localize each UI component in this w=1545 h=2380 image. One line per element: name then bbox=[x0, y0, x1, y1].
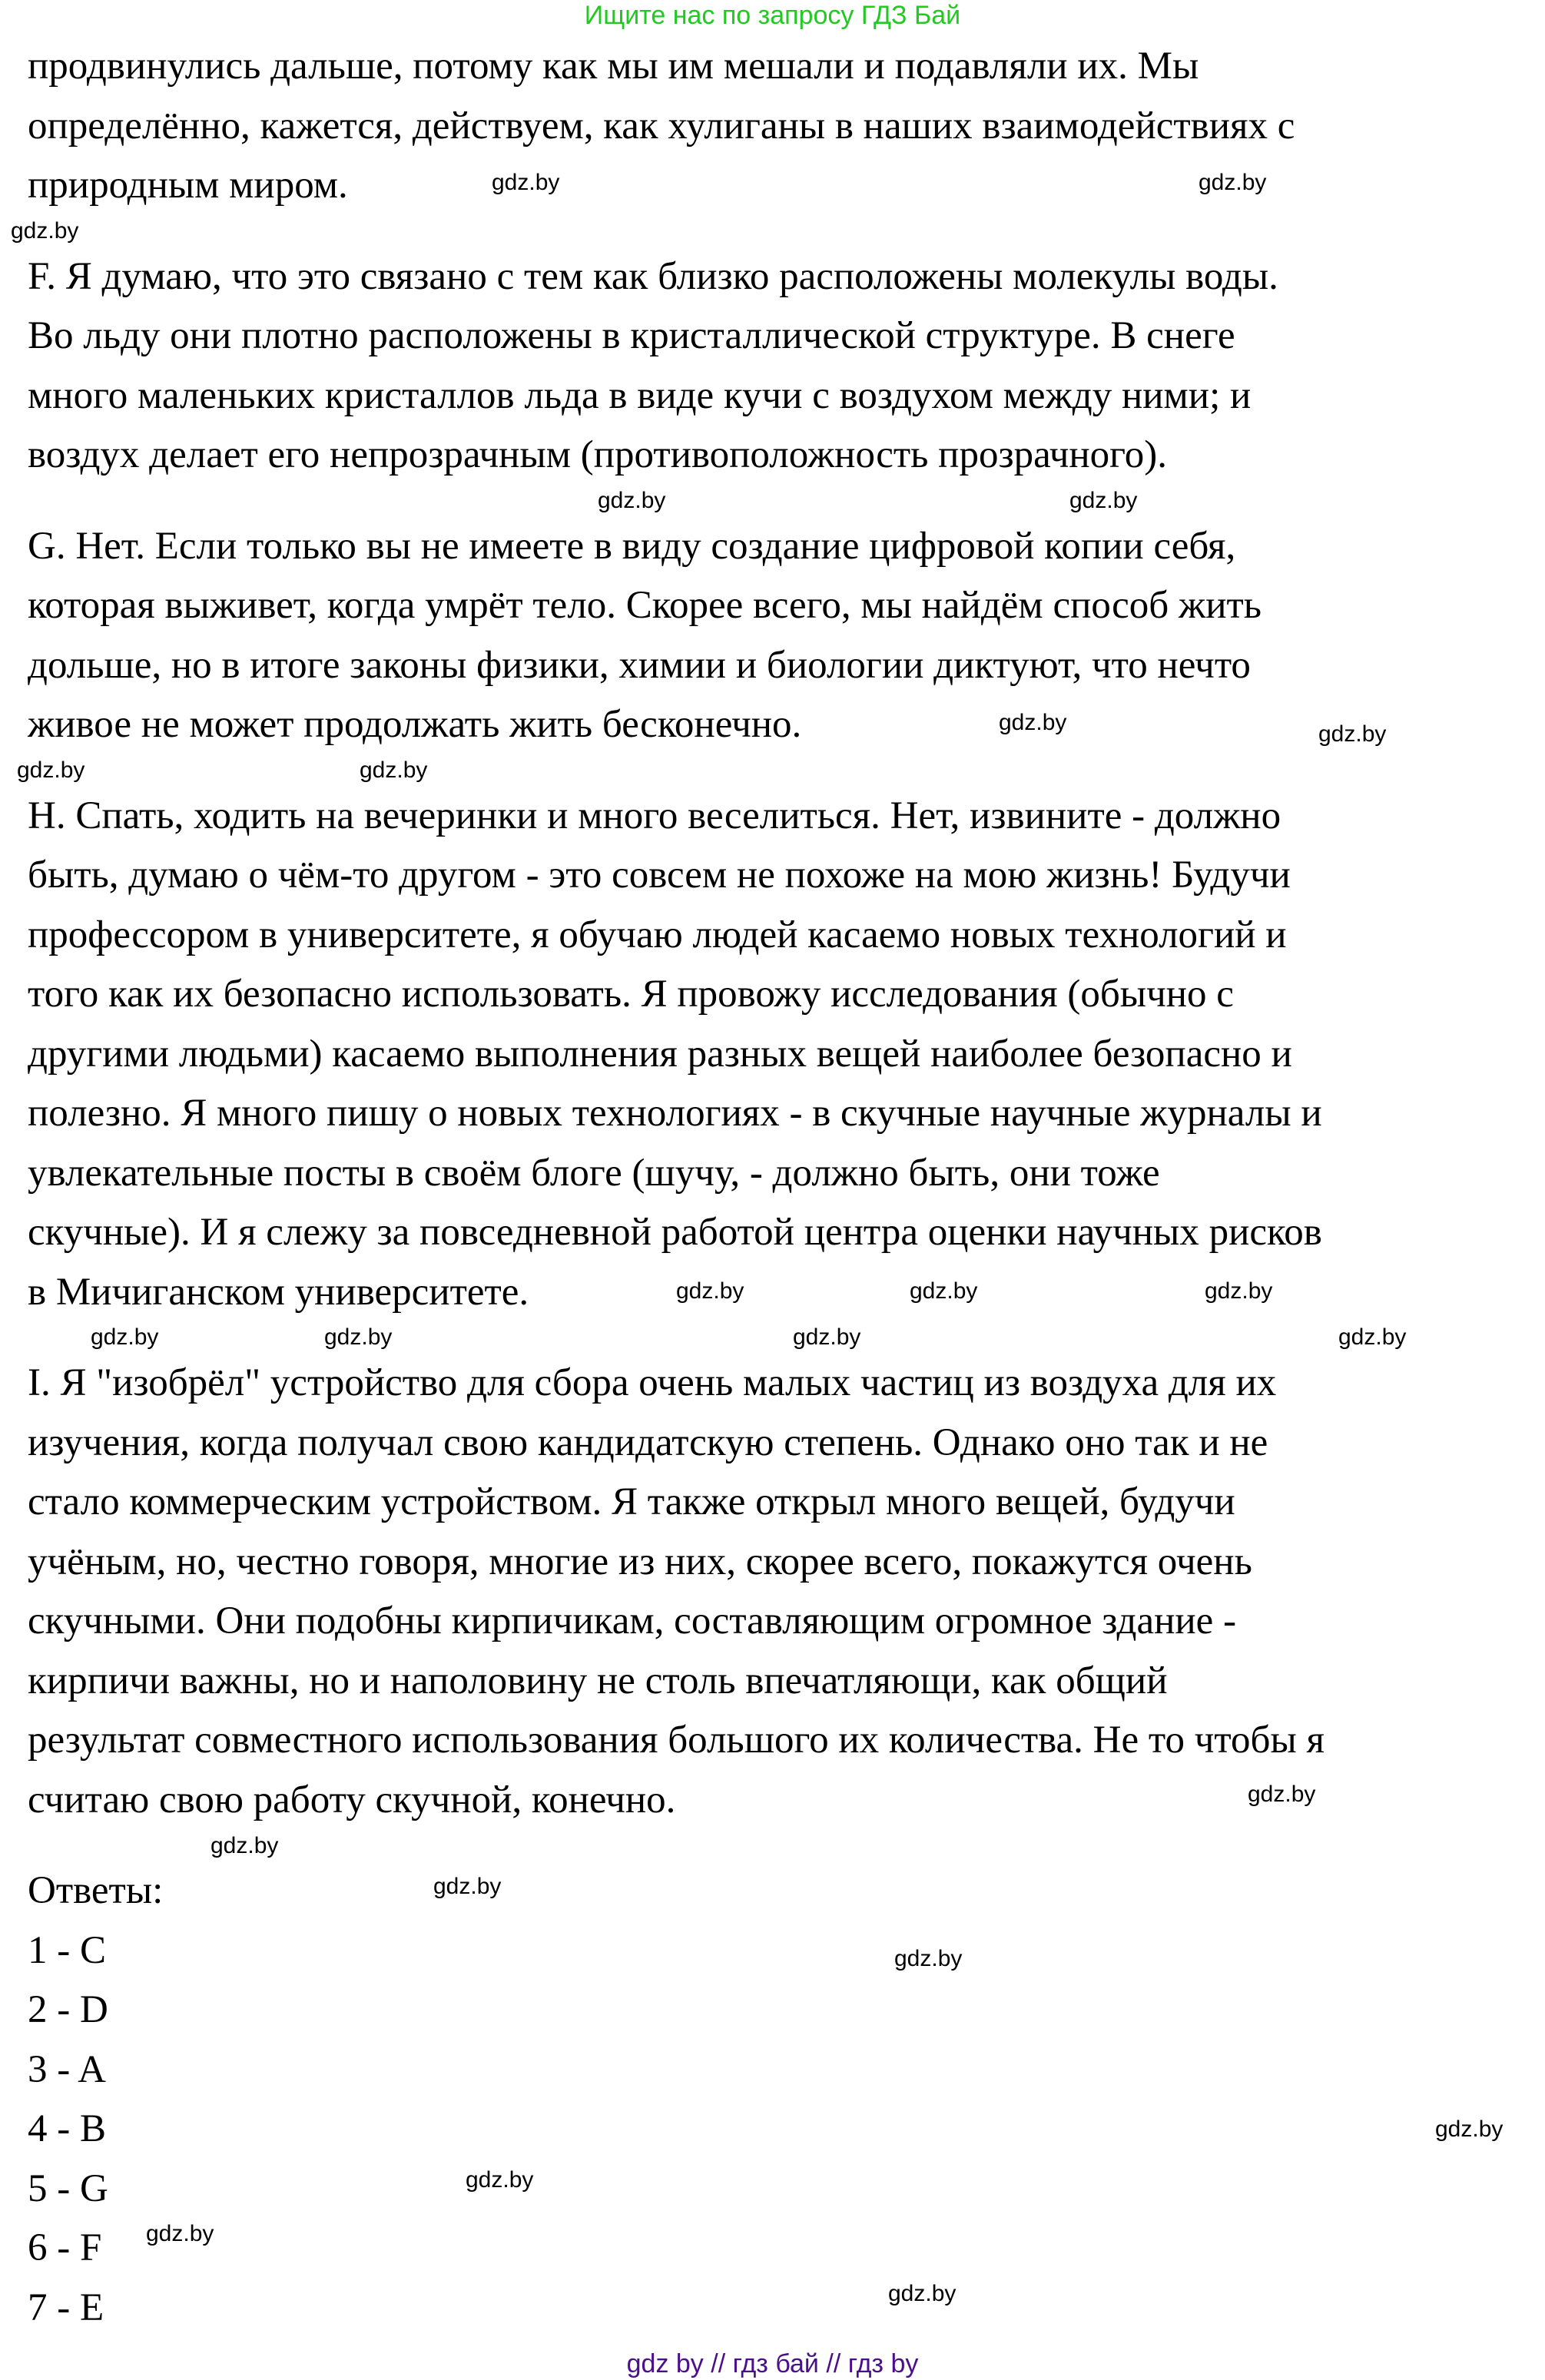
paragraph-g bbox=[28, 517, 1533, 755]
watermark-text: gdz.by bbox=[910, 1278, 978, 1304]
paragraph-f bbox=[28, 247, 1533, 486]
watermark-text: gdz.by bbox=[360, 757, 428, 783]
answer-item: 1 - C bbox=[28, 1928, 106, 1972]
watermark-text: gdz.by bbox=[1248, 1782, 1316, 1807]
text-line: изучения, когда получал свою кандидатскую степень. Однако оно так и не bbox=[28, 1420, 1268, 1464]
text-line: G. Нет. Если только вы не имеете в виду создание цифровой копии себя, bbox=[28, 524, 1236, 568]
text-line: стало коммерческим устройством. Я также открыл много вещей, будучи bbox=[28, 1480, 1235, 1523]
text-line: I. Я "изобрёл" устройство для сбора очень малых частиц из воздуха для их bbox=[28, 1361, 1277, 1404]
answer-item: 4 - B bbox=[28, 2107, 106, 2150]
text-line: того как их безопасно использовать. Я провожу исследования (обычно с bbox=[28, 973, 1234, 1016]
watermark-text: gdz.by bbox=[211, 1833, 279, 1858]
watermark-text: gdz.by bbox=[676, 1278, 744, 1304]
watermark-text: gdz.by bbox=[1435, 2116, 1504, 2142]
text-line: полезно. Я много пишу о новых технологиях - в скучные научные журналы и bbox=[28, 1092, 1322, 1135]
document-body bbox=[28, 37, 1533, 2369]
answer-item: 6 - F bbox=[28, 2226, 102, 2269]
text-line: F. Я думаю, что это связано с тем как близко расположены молекулы воды. bbox=[28, 254, 1278, 298]
watermark-text: gdz.by bbox=[91, 1324, 159, 1350]
text-line: учёным, но, честно говоря, многие из них, скорее всего, покажутся очень bbox=[28, 1540, 1252, 1583]
watermark-text: gdz.by bbox=[793, 1324, 861, 1350]
text-line: считаю свою работу скучной, конечно. bbox=[28, 1778, 676, 1821]
watermark-text: gdz.by bbox=[1318, 721, 1387, 747]
paragraph-continuation bbox=[28, 37, 1533, 216]
watermark-text: gdz.by bbox=[466, 2167, 534, 2193]
watermark-text: gdz.by bbox=[1199, 170, 1267, 195]
text-line: много маленьких кристаллов льда в виде кучи с воздухом между ними; и bbox=[28, 373, 1252, 417]
watermark-text: gdz.by bbox=[999, 710, 1067, 735]
text-line: кирпичи важны, но и наполовину не столь впечатляющи, как общий bbox=[28, 1659, 1168, 1702]
text-line: результат совместного использования большого их количества. Не то чтобы я bbox=[28, 1719, 1325, 1762]
text-line: продвинулись дальше, потому как мы им мешали и подавляли их. Мы bbox=[28, 45, 1199, 88]
answer-item: 3 - A bbox=[28, 2047, 106, 2091]
watermark-text: gdz.by bbox=[11, 218, 79, 244]
text-line: другими людьми) касаемо выполнения разных вещей наиболее безопасно и bbox=[28, 1032, 1292, 1076]
answers-heading: Ответы: bbox=[28, 1869, 164, 1912]
answer-item: 2 - D bbox=[28, 1988, 108, 2031]
watermark-text: gdz.by bbox=[433, 1874, 502, 1899]
text-line: скучные). И я слежу за повседневной работой центра оценки научных рисков bbox=[28, 1211, 1322, 1254]
watermark-text: gdz.by bbox=[324, 1324, 393, 1350]
text-line: в Мичиганском университете. bbox=[28, 1270, 529, 1314]
footer-links[interactable]: gdz by // гдз бай // гдз by bbox=[626, 2349, 919, 2378]
text-line: H. Спать, ходить на вечеринки и много веселиться. Нет, извините - должно bbox=[28, 794, 1281, 837]
answers-list bbox=[28, 1861, 1533, 2338]
paragraph-i bbox=[28, 1354, 1533, 1830]
text-line: профессором в университете, я обучаю людей касаемо новых технологий и bbox=[28, 913, 1287, 956]
text-line: Во льду они плотно расположены в кристаллической структуре. В снеге bbox=[28, 314, 1235, 357]
text-line: живое не может продолжать жить бесконечно. bbox=[28, 703, 802, 746]
answer-item: 5 - G bbox=[28, 2166, 108, 2210]
watermark-text: gdz.by bbox=[894, 1946, 963, 1971]
watermark-text: gdz.by bbox=[492, 170, 560, 195]
text-line: дольше, но в итоге законы физики, химии и биологии диктуют, что нечто bbox=[28, 643, 1251, 687]
text-line: воздух делает его непрозрачным (противоположность прозрачного). bbox=[28, 433, 1168, 476]
text-line: увлекательные посты в своём блоге (шучу, - должно быть, они тоже bbox=[28, 1151, 1160, 1195]
watermark-text: gdz.by bbox=[598, 488, 666, 513]
search-banner[interactable]: Ищите нас по запросу ГДЗ Бай bbox=[584, 1, 961, 30]
answer-item: 7 - E bbox=[28, 2286, 104, 2329]
paragraph-h bbox=[28, 787, 1533, 1323]
text-line: природным миром. bbox=[28, 164, 348, 207]
watermark-text: gdz.by bbox=[146, 2221, 214, 2246]
text-line: быть, думаю о чём-то другом - это совсем не похоже на мою жизнь! Будучи bbox=[28, 854, 1291, 897]
watermark-text: gdz.by bbox=[1338, 1324, 1407, 1350]
watermark-text: gdz.by bbox=[888, 2281, 957, 2306]
watermark-text: gdz.by bbox=[17, 757, 85, 783]
watermark-text: gdz.by bbox=[1069, 488, 1138, 513]
watermark-text: gdz.by bbox=[1205, 1278, 1273, 1304]
text-line: скучными. Они подобны кирпичикам, составляющим огромное здание - bbox=[28, 1599, 1237, 1642]
text-line: которая выживет, когда умрёт тело. Скорее всего, мы найдём способ жить bbox=[28, 584, 1262, 627]
text-line: определённо, кажется, действуем, как хулиганы в наших взаимодействиях с bbox=[28, 104, 1295, 148]
